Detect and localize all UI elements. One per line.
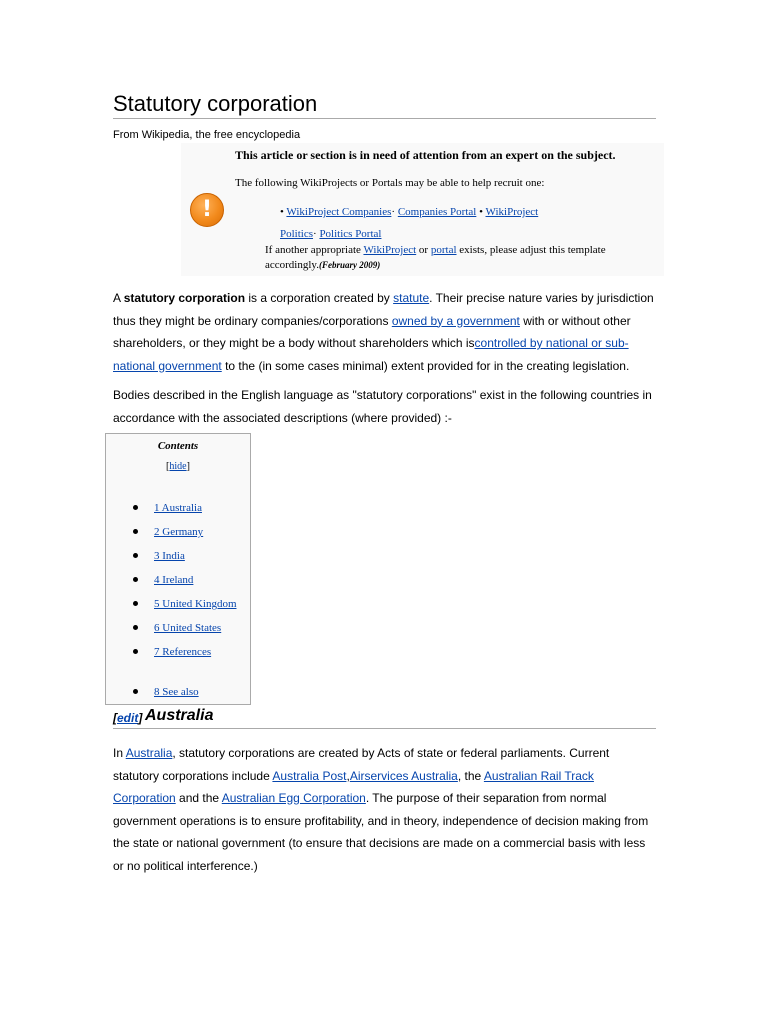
- expert-box-intro: The following WikiProjects or Portals may be able to help recruit one:: [235, 177, 545, 189]
- text: . The purpose of their separation from normal government operations is to ensure profitability, and in theory, independence of decision making from the state or national government (to ensure that decisions are made on a commercial basis with less or no political interference.): [113, 791, 649, 873]
- date-stamp: (February 2009): [318, 260, 381, 270]
- toc-link[interactable]: 3 India: [154, 550, 185, 562]
- toc-link[interactable]: 5 United Kingdom: [154, 598, 237, 610]
- term-bold: statutory corporation: [123, 291, 246, 305]
- toc-link[interactable]: 1 Australia: [154, 502, 202, 514]
- text: A: [113, 291, 124, 305]
- controlled-by-government-link[interactable]: controlled by national or sub-national government: [113, 336, 629, 373]
- edit-section: [113, 711, 142, 725]
- toc-link[interactable]: 6 United States: [154, 622, 222, 634]
- toc-item-australia[interactable]: [154, 501, 202, 515]
- text: , statutory corporations are created by Acts of state or federal parliaments. Current statutory corporations include: [113, 746, 610, 783]
- text: . Their precise nature varies by jurisdiction thus they might be ordinary companies/corporations: [113, 291, 654, 328]
- bracket: ]: [138, 711, 143, 725]
- bracket: [: [113, 711, 117, 725]
- edit-link[interactable]: edit: [117, 711, 139, 725]
- toc-link[interactable]: 4 Ireland: [154, 574, 194, 586]
- toc-link[interactable]: 8 See also: [154, 686, 199, 698]
- section-title: Australia: [145, 707, 214, 724]
- adjust-text: or: [416, 244, 431, 256]
- toc-title: Contents: [157, 440, 199, 452]
- separator: ·: [313, 228, 317, 240]
- text: is a corporation created by: [245, 291, 394, 305]
- text: to the (in some cases minimal) extent provided for in the creating legislation.: [221, 358, 630, 373]
- companies-portal-link[interactable]: Companies Portal: [397, 206, 477, 218]
- text: and the: [175, 791, 222, 805]
- intro-paragraph: [113, 287, 658, 377]
- text: , the: [457, 768, 484, 783]
- wikiproject-politics-link-cont[interactable]: Politics: [280, 228, 314, 240]
- expert-box-heading: This article or section is in need of attention from an expert on the subject.: [235, 148, 616, 162]
- wikiproject-politics-link[interactable]: WikiProject: [485, 206, 539, 218]
- text: with or without other shareholders, or they might be a body without shareholders which is: [113, 313, 631, 350]
- countries-paragraph: Bodies described in the English language as "statutory corporations" exist in the following countries in accordance with the associated descriptions (where provided) :-: [113, 388, 652, 425]
- text: ,: [346, 768, 350, 783]
- owned-by-government-link[interactable]: owned by a government: [391, 313, 520, 328]
- expert-box-projects-line2: [280, 226, 381, 242]
- toc-item-united-kingdom[interactable]: [154, 597, 237, 611]
- bracket: ]: [186, 461, 190, 472]
- table-of-contents: [105, 433, 251, 705]
- australian-egg-corporation-link[interactable]: Australian Egg Corporation: [221, 791, 366, 805]
- expert-box-projects: [280, 204, 538, 220]
- text: In: [113, 746, 126, 760]
- warning-icon: !: [190, 193, 224, 227]
- wikiproject-companies-link[interactable]: WikiProject Companies: [286, 206, 392, 218]
- toc-item-united-states[interactable]: [154, 621, 221, 635]
- bracket: [: [166, 461, 170, 472]
- toc-item-germany[interactable]: [154, 525, 203, 539]
- toc-hide-link[interactable]: hide: [169, 461, 187, 472]
- section-heading-australia: [113, 705, 656, 729]
- bullet: •: [479, 206, 483, 218]
- statute-link[interactable]: statute: [393, 291, 430, 305]
- expert-box-adjust-note: [265, 243, 660, 273]
- expert-attention-box: [181, 143, 664, 276]
- politics-portal-link[interactable]: Politics Portal: [319, 228, 382, 240]
- airservices-australia-link[interactable]: Airservices Australia: [349, 768, 458, 783]
- adjust-text: If another appropriate: [265, 244, 364, 256]
- page-title: Statutory corporation: [113, 90, 656, 119]
- toc-item-ireland[interactable]: [154, 573, 193, 587]
- toc-item-see-also[interactable]: [154, 685, 199, 699]
- australia-post-link[interactable]: Australia Post: [272, 768, 347, 783]
- australia-link[interactable]: Australia: [125, 746, 173, 760]
- toc-item-india[interactable]: [154, 549, 185, 563]
- adjust-text: exists, please adjust this template accordingly.: [265, 244, 606, 271]
- wikiproject-link[interactable]: WikiProject: [363, 244, 417, 256]
- toc-item-references[interactable]: [154, 645, 211, 659]
- bullet: •: [280, 206, 284, 218]
- article-source: From Wikipedia, the free encyclopedia: [113, 129, 301, 141]
- separator: ·: [391, 206, 396, 218]
- australia-paragraph: [113, 742, 658, 877]
- toc-link[interactable]: 7 References: [154, 646, 212, 658]
- portal-link[interactable]: portal: [430, 244, 457, 256]
- australian-rail-track-link[interactable]: Australian Rail Track Corporation: [113, 768, 594, 805]
- toc-hide-toggle: [106, 460, 250, 474]
- toc-link[interactable]: 2 Germany: [154, 526, 204, 538]
